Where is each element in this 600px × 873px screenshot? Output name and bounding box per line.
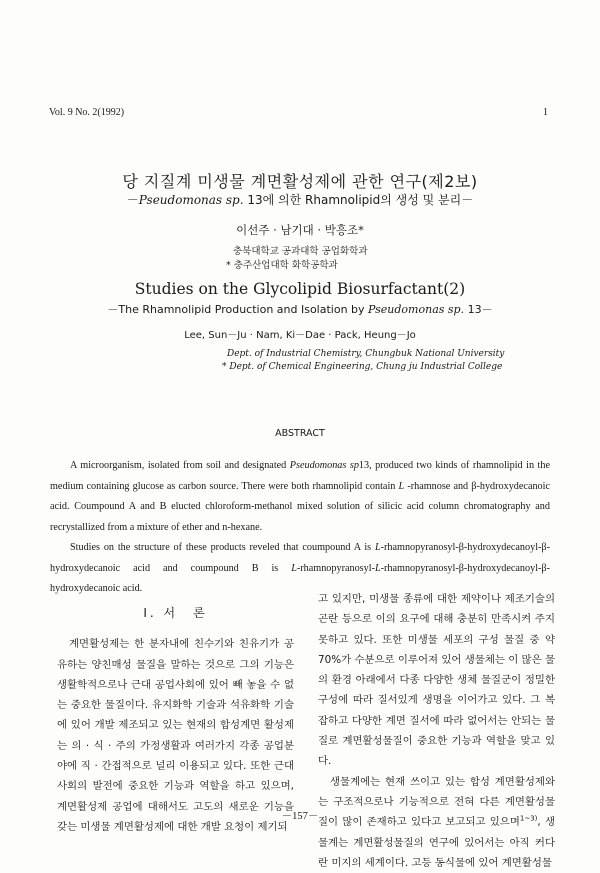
section-heading-introduction: Ⅰ. 서 론 [143, 606, 208, 620]
english-affiliation-1: Dept. of Industrial Chemistry, Chungbuk National University [227, 349, 505, 359]
page-corner-number: 1 [543, 107, 548, 118]
left-column-paragraph: 계면활성제는 한 분자내에 친수기와 친유기가 공유하는 양친매성 물질을 말하는 것으로 그의 기능은 생활학적으로나 근대 공업사회에 있어 빼 놓을 수 없는 중요한 물질이다. 유지화학 기술과 석유화학 기술에 있어 개발 제조되고 있는 현재의 합성계면 활성제는 의 · 식 · 주의 가정생활과 여러가지 각종 공업분야에 직 · 간접적으로 널리 이용되고 있다. 또한 근대 사회의 발전에 중요한 기능과 역할을 하고 있으며, 계면활성제 공업에 대해서도 고도의 새로운 기능을 갖는 미생물 계면활성제에 대한 개발 요청이 제기되 [57, 638, 294, 833]
reference-superscript: 1~3) [519, 814, 538, 823]
korean-authors: 이선주 · 남기대 · 박흥조* [236, 223, 364, 237]
abstract-paragraph-2: Studies on the structure of these products reveled that coumpound A is L-rhamnopyranosyl-β-hydroxydecanoyl-β-hydroxydecanoic acid and coumpound B is L-rhamnopyranosyl-L-rhamnopyranosyl-β-hydroxydecanoyl-β-hydroxydecanoic acid. [50, 542, 550, 594]
right-column [318, 589, 555, 873]
korean-title: 당 지질계 미생물 계면활성제에 관한 연구(제2보) [122, 172, 478, 191]
journal-volume: Vol. 9 No. 2(1992) [49, 107, 125, 118]
english-affiliation-2: * Dept. of Chemical Engineering, Chung ju Industrial College [222, 362, 503, 372]
english-subtitle: －The Rhamnolipid Production and Isolation by Pseudomonas sp. 13－ [107, 303, 493, 316]
english-title: Studies on the Glycolipid Biosurfactant(2) [134, 280, 466, 298]
right-column-paragraph-1: 고 있지만, 미생물 종류에 대한 제약이나 제조기술의 곤란 등으로 이의 요구에 대해 충분히 만족시켜 주지 못하고 있다. 또한 미생물 세포의 구성 물질 중 약 70%가 수분으로 이루어져 있어 생물체는 이 많은 물의 환경 아래에서 다종 다양한 생체 물질군이 정밀한 구성에 따라 질서있게 생명을 이어가고 있다. 그 복잡하고 다양한 계면 질서에 따라 없어서는 안되는 물질로 계면활성물질이 중요한 기능과 역할을 맞고 있다. [318, 593, 555, 768]
korean-affiliation-1: 충북대학교 공과대학 공업화학과 [233, 246, 368, 257]
korean-affiliation-2: * 충주산업대학 화학공학과 [226, 260, 338, 271]
english-authors: Lee, Sun－Ju · Nam, Ki－Dae · Pack, Heung－Jo [184, 330, 416, 341]
abstract-paragraph-1: A microorganism, isolated from soil and designated Pseudomonas sp13, produced two kinds of rhamnolipid in the medium containing glucose as carbon source. There were both rhamnolipid contain L -rhamnose and β-hydroxydecanoic acid. Coumpound A and B elucted chloroform-methanol mixed solution of silicic acid column chromatography and recrystallized from a mixture of ether and n-hexane. [50, 460, 551, 533]
left-column [57, 593, 294, 837]
korean-subtitle: －Pseudomonas sp. 13에 의한 Rhamnolipid의 생성 및 분리－ [126, 193, 474, 207]
right-column-paragraph-2: 생물계에는 현재 쓰이고 있는 합성 계면활성제와는 구조적으로나 기능적으로 전혀 다른 계면활성물질이 많이 존재하고 있다고 보고되고 있으며$^{1\sim 3)}$, 생물계는 계면활성물질의 연구에 있어서는 아직 커다란 미지의 세계이다. 고등 동식물에 있어 계면활성물 [318, 775, 555, 869]
abstract-heading: ABSTRACT [275, 428, 325, 439]
page-number: －157－ [281, 811, 319, 822]
abstract-body [50, 456, 550, 600]
